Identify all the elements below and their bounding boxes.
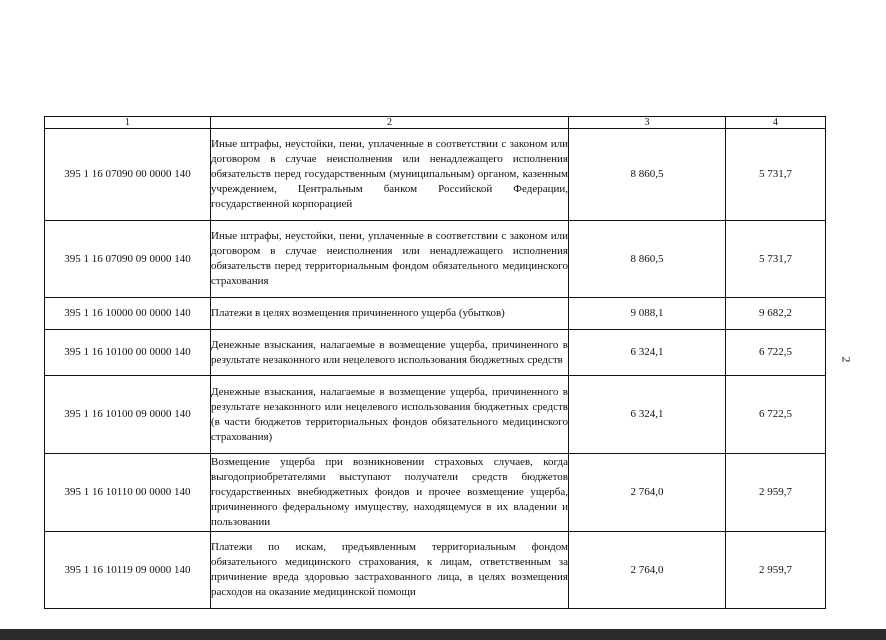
value-column-3-cell: 8 860,5 [569,221,726,298]
value-column-4-cell: 2 959,7 [726,454,826,532]
income-name-cell: Денежные взыскания, налагаемые в возмещение ущерба, причиненного в результате незаконного или нецелевого использования бюджетных средств (в части бюджетов территориальных фондов обязательного медицинского страхования) [211,376,569,454]
column-header-1: 1 [45,117,211,129]
budget-code-cell: 395 1 16 10100 09 0000 140 [45,376,211,454]
budget-table [44,116,826,609]
income-name-cell: Иные штрафы, неустойки, пени, уплаченные в соответствии с законом или договором в случае неисполнения или ненадлежащего исполнения обязательств перед государственным (муниципальным) органом, казенным учреждением, Центральным банком Российской Федерации, государственной корпорацией [211,129,569,221]
table-row [45,221,826,298]
income-name-cell: Возмещение ущерба при возникновении страховых случаев, когда выгодоприобретателями выступают получатели средств бюджетов государственных внебюджетных фондов и прочее возмещение ущерба, причиненного федеральному имуществу, находящемуся в их владении и пользовании [211,454,569,532]
table-row [45,330,826,376]
table-body [45,129,826,609]
value-column-3-cell: 6 324,1 [569,330,726,376]
value-column-3-cell: 9 088,1 [569,298,726,330]
header-row [45,117,826,129]
value-column-4-cell: 6 722,5 [726,376,826,454]
table-row [45,376,826,454]
scan-edge [0,629,886,640]
budget-code-cell: 395 1 16 10110 00 0000 140 [45,454,211,532]
value-column-3-cell: 8 860,5 [569,129,726,221]
value-column-3-cell: 2 764,0 [569,454,726,532]
value-column-3-cell: 6 324,1 [569,376,726,454]
table-header [45,117,826,129]
page-number: 2 [839,356,854,363]
value-column-4-cell: 5 731,7 [726,129,826,221]
budget-code-cell: 395 1 16 07090 09 0000 140 [45,221,211,298]
column-header-2: 2 [211,117,569,129]
budget-code-cell: 395 1 16 07090 00 0000 140 [45,129,211,221]
income-name-cell: Денежные взыскания, налагаемые в возмещение ущерба, причиненного в результате незаконного или нецелевого использования бюджетных средств [211,330,569,376]
budget-code-cell: 395 1 16 10119 09 0000 140 [45,532,211,609]
table-row [45,532,826,609]
column-header-3: 3 [569,117,726,129]
table-row [45,298,826,330]
column-header-4: 4 [726,117,826,129]
income-name-cell: Платежи в целях возмещения причиненного ущерба (убытков) [211,298,569,330]
income-name-cell: Платежи по искам, предъявленным территориальным фондом обязательного медицинского страхования, к лицам, ответственным за причинение вреда здоровью застрахованного лица, в целях возмещения расходов на оказание медицинской помощи [211,532,569,609]
table-row [45,129,826,221]
value-column-3-cell: 2 764,0 [569,532,726,609]
value-column-4-cell: 6 722,5 [726,330,826,376]
value-column-4-cell: 9 682,2 [726,298,826,330]
budget-code-cell: 395 1 16 10100 00 0000 140 [45,330,211,376]
budget-code-cell: 395 1 16 10000 00 0000 140 [45,298,211,330]
table-row [45,454,826,532]
value-column-4-cell: 2 959,7 [726,532,826,609]
value-column-4-cell: 5 731,7 [726,221,826,298]
income-name-cell: Иные штрафы, неустойки, пени, уплаченные в соответствии с законом или договором в случае неисполнения или ненадлежащего исполнения обязательств перед территориальным фондом обязательного медицинского страхования [211,221,569,298]
